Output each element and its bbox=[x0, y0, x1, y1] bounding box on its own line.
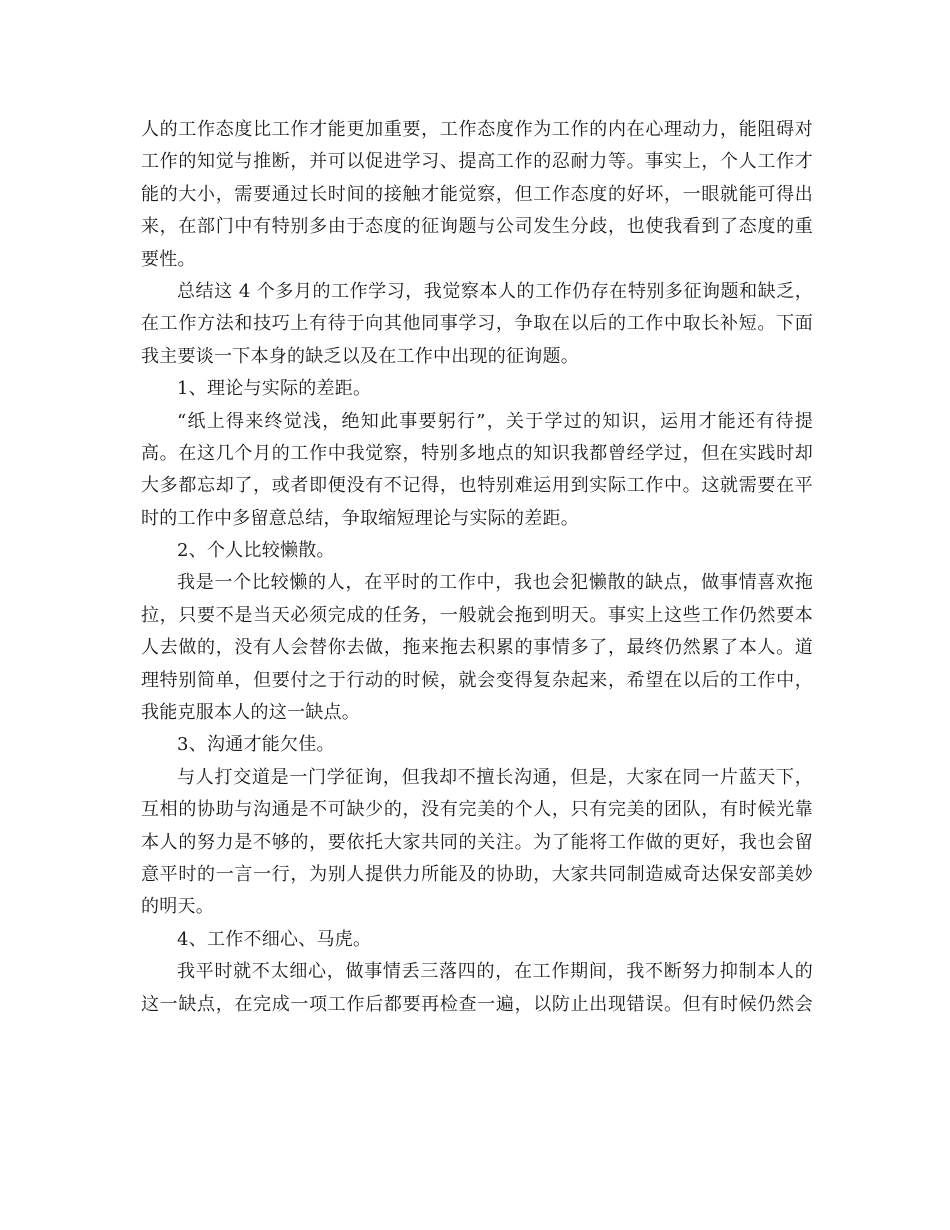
text-line: 我主要谈一下本身的缺乏以及在工作中出现的征询题。 bbox=[141, 345, 579, 367]
text-line: 人去做的，没有人会替你去做，拖来拖去积累的事情多了，最终仍然累了本人。道 bbox=[141, 637, 813, 659]
text-line: 我能克服本人的这一缺点。 bbox=[141, 702, 360, 724]
text-line: 能的大小，需要通过长时间的接触才能觉察，但工作态度的好坏，一眼就能可得出 bbox=[141, 183, 813, 205]
text-line: 工作的知觉与推断，并可以促进学习、提高工作的忍耐力等。事实上，个人工作才 bbox=[141, 151, 813, 173]
text-line: 时的工作中多留意总结，争取缩短理论与实际的差距。 bbox=[141, 507, 579, 529]
text-line: 理特别简单，但要付之于行动的时候，就会变得复杂起来，希望在以后的工作中， bbox=[141, 669, 813, 691]
text-line: 要性。 bbox=[141, 248, 196, 270]
text-line: 总结这 4 个多月的工作学习，我觉察本人的工作仍存在特别多征询题和缺乏， bbox=[177, 280, 813, 302]
text-line: 互相的协助与沟通是不可缺少的，没有完美的个人，只有完美的团队，有时候光靠 bbox=[141, 799, 813, 821]
text-line: 本人的努力是不够的，要依托大家共同的关注。为了能将工作做的更好，我也会留 bbox=[141, 831, 813, 853]
text-line: 2、个人比较懒散。 bbox=[177, 540, 335, 562]
text-line: 这一缺点，在完成一项工作后都要再检查一遍，以防止出现错误。但有时候仍然会 bbox=[141, 993, 813, 1015]
text-line: 在工作方法和技巧上有待于向其他同事学习，争取在以后的工作中取长补短。下面 bbox=[141, 313, 813, 335]
text-line: 来，在部门中有特别多由于态度的征询题与公司发生分歧，也使我看到了态度的重 bbox=[141, 216, 813, 238]
document-body bbox=[141, 114, 813, 1021]
text-line: 1、理论与实际的差距。 bbox=[177, 378, 372, 400]
text-line: 的明天。 bbox=[141, 896, 214, 918]
text-line: “纸上得来终觉浅，绝知此事要躬行”，关于学过的知识，运用才能还有待提 bbox=[177, 410, 813, 432]
text-line: 高。在这几个月的工作中我觉察，特别多地点的知识我都曾经学过，但在实践时却 bbox=[141, 442, 813, 464]
text-line: 我是一个比较懒的人，在平时的工作中，我也会犯懒散的缺点，做事情喜欢拖 bbox=[177, 572, 813, 594]
text-line: 大多都忘却了，或者即便没有不记得，也特别难运用到实际工作中。这就需要在平 bbox=[141, 475, 813, 497]
text-line: 我平时就不太细心，做事情丢三落四的，在工作期间，我不断努力抑制本人的 bbox=[177, 961, 813, 983]
text-line: 人的工作态度比工作才能更加重要，工作态度作为工作的内在心理动力，能阻碍对 bbox=[141, 119, 813, 140]
text-line: 意平时的一言一行，为别人提供力所能及的协助，大家共同制造威奇达保安部美妙 bbox=[141, 863, 813, 885]
text-line: 4、工作不细心、马虎。 bbox=[177, 928, 372, 950]
text-line: 拉，只要不是当天必须完成的任务，一般就会拖到明天。事实上这些工作仍然要本 bbox=[141, 604, 813, 626]
text-line: 与人打交道是一门学征询，但我却不擅长沟通，但是，大家在同一片蓝天下， bbox=[177, 766, 813, 788]
text-line: 3、沟通才能欠佳。 bbox=[177, 734, 335, 756]
